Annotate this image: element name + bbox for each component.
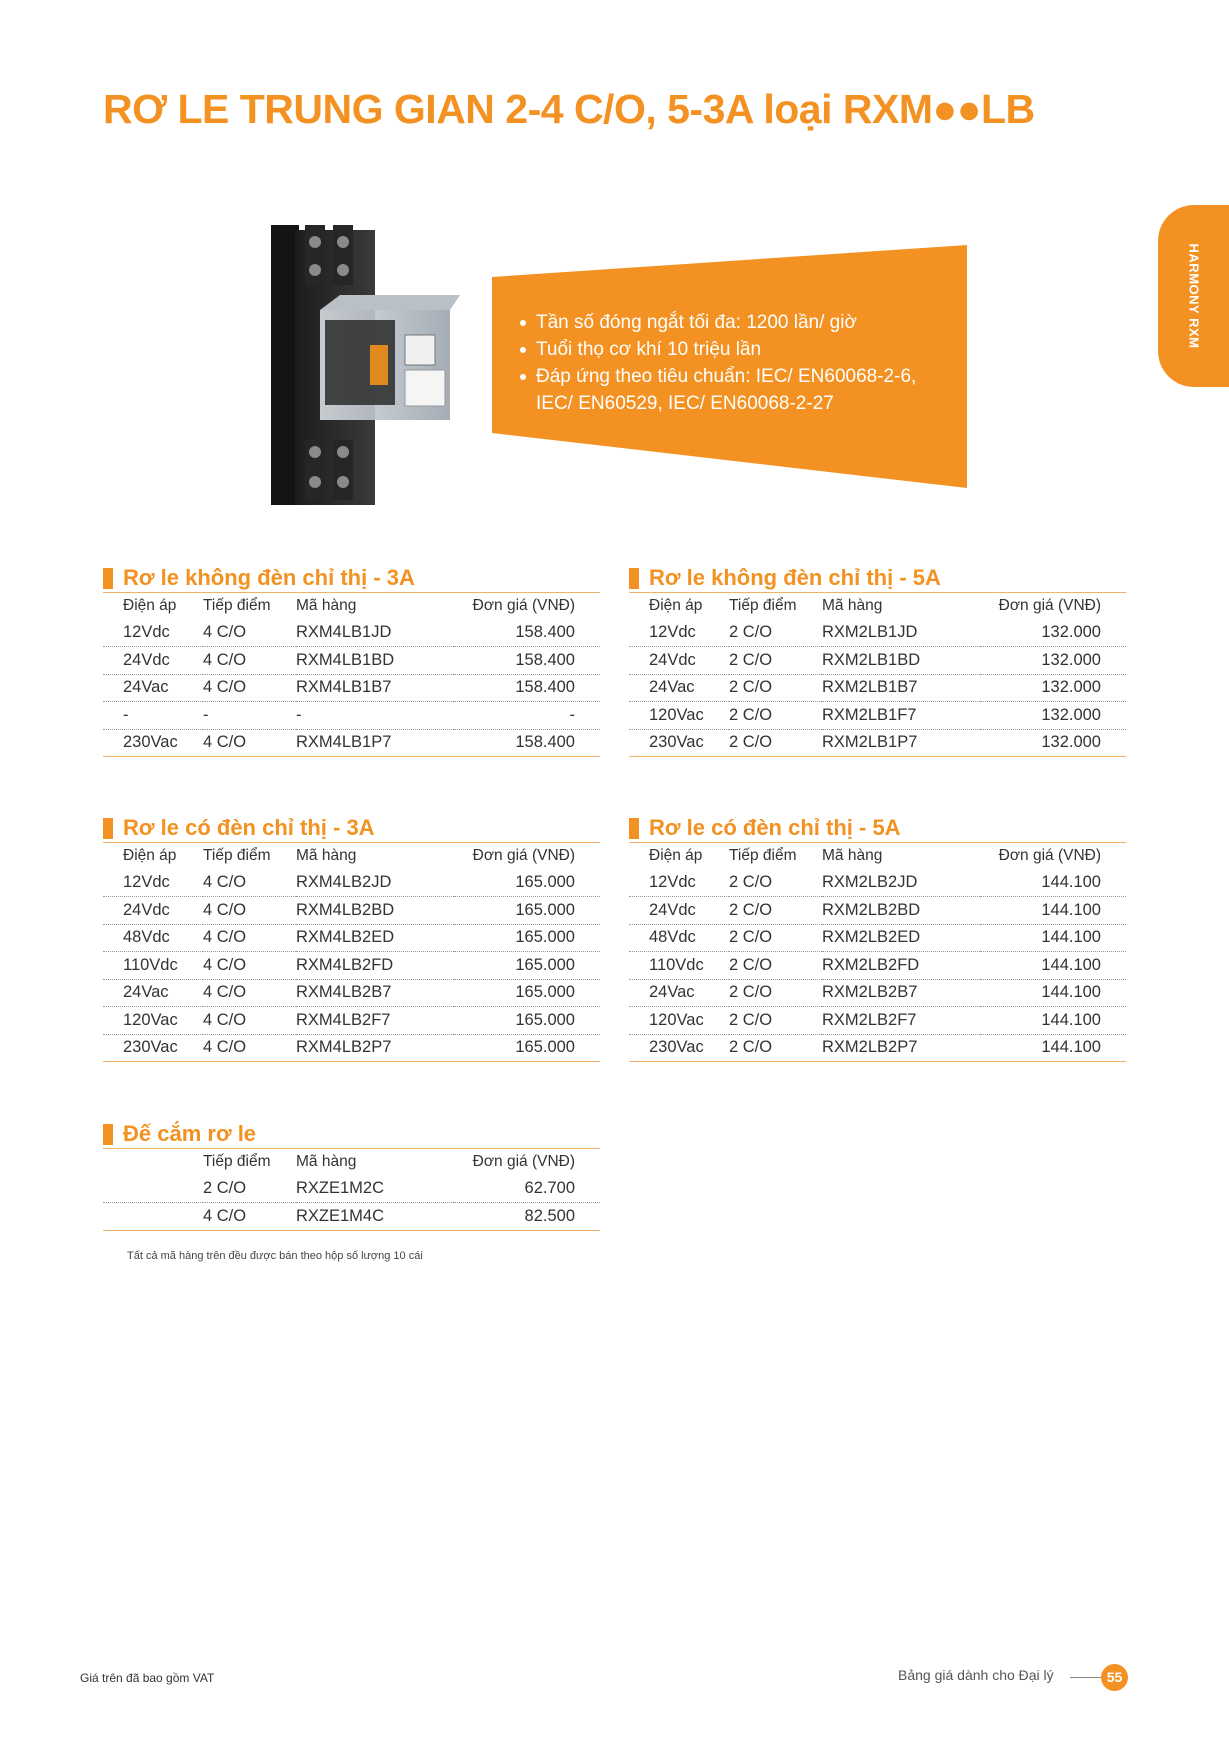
feature-item: Tuổi thọ cơ khí 10 triệu lần xyxy=(518,336,958,363)
features-list xyxy=(518,309,958,417)
cell-code: RXM4LB2JD xyxy=(296,869,454,897)
cell-code: RXM2LB1BD xyxy=(822,647,980,675)
cell-price: - xyxy=(454,702,600,730)
cell-price: 165.000 xyxy=(454,924,600,952)
col-price: Đơn giá (VNĐ) xyxy=(472,847,575,864)
section-light-5a xyxy=(629,815,1126,1062)
table-row xyxy=(103,924,600,952)
cell-contact: 4 C/O xyxy=(203,1203,296,1231)
table-row xyxy=(103,619,600,647)
cell-price: 82.500 xyxy=(454,1203,600,1231)
cell-voltage: 24Vdc xyxy=(103,647,203,675)
cell-price: 158.400 xyxy=(454,674,600,702)
table-row xyxy=(103,952,600,980)
cell-voltage: 120Vac xyxy=(103,1007,203,1035)
col-contact: Tiếp điểm xyxy=(729,847,797,864)
cell-voltage: 24Vdc xyxy=(629,647,729,675)
col-price: Đơn giá (VNĐ) xyxy=(472,597,575,614)
cell-contact: 4 C/O xyxy=(203,897,296,925)
table-row xyxy=(629,647,1126,675)
table-row xyxy=(103,729,600,757)
table-row xyxy=(629,702,1126,730)
cell-voltage: 24Vac xyxy=(103,979,203,1007)
side-tab xyxy=(1158,205,1229,387)
cell-code: RXM4LB2F7 xyxy=(296,1007,454,1035)
cell-price: 62.700 xyxy=(454,1175,600,1203)
side-tab-label: HARMONY RXM xyxy=(1186,243,1201,349)
cell-voltage: 24Vdc xyxy=(103,897,203,925)
price-table xyxy=(103,1149,600,1231)
table-row xyxy=(629,869,1126,897)
cell-voltage: 24Vac xyxy=(629,674,729,702)
price-table xyxy=(629,593,1126,757)
cell-code: RXM2LB2FD xyxy=(822,952,980,980)
table-row xyxy=(103,869,600,897)
col-voltage: Điện áp xyxy=(123,847,177,864)
cell-price: 165.000 xyxy=(454,952,600,980)
cell-voltage: - xyxy=(103,702,203,730)
feature-item: Tần số đóng ngắt tối đa: 1200 lần/ giờ xyxy=(518,309,958,336)
cell-price: 132.000 xyxy=(980,647,1126,675)
col-contact: Tiếp điểm xyxy=(729,597,797,614)
cell-code: RXM4LB1JD xyxy=(296,619,454,647)
price-table xyxy=(629,843,1126,1062)
col-contact: Tiếp điểm xyxy=(203,597,271,614)
col-code: Mã hàng xyxy=(296,847,357,864)
cell-price: 144.100 xyxy=(980,979,1126,1007)
cell-code: - xyxy=(296,702,454,730)
cell-contact: 2 C/O xyxy=(203,1175,296,1203)
cell-price: 144.100 xyxy=(980,897,1126,925)
table-row xyxy=(103,979,600,1007)
col-voltage: Điện áp xyxy=(123,597,177,614)
cell-contact: 2 C/O xyxy=(729,979,822,1007)
table-row xyxy=(629,619,1126,647)
cell-contact: 2 C/O xyxy=(729,952,822,980)
page-title: RƠ LE TRUNG GIAN 2-4 C/O, 5-3A loại RXM●●LB xyxy=(103,86,1035,132)
cell-contact: 2 C/O xyxy=(729,1034,822,1062)
cell-contact: 4 C/O xyxy=(203,729,296,757)
table-row xyxy=(629,729,1126,757)
cell-code: RXM2LB1JD xyxy=(822,619,980,647)
cell-voltage: 12Vdc xyxy=(103,619,203,647)
cell-voltage: 120Vac xyxy=(629,702,729,730)
cell-voltage: 12Vdc xyxy=(103,869,203,897)
col-contact: Tiếp điểm xyxy=(203,1153,271,1170)
cell-price: 144.100 xyxy=(980,1007,1126,1035)
footer-divider xyxy=(1070,1677,1104,1678)
footer-vat: Giá trên đã bao gồm VAT xyxy=(80,1671,215,1685)
cell-code: RXM4LB1P7 xyxy=(296,729,454,757)
cell-price: 165.000 xyxy=(454,897,600,925)
note-text: Tất cả mã hàng trên đều được bán theo hộp số lượng 10 cái xyxy=(127,1250,423,1262)
table-row xyxy=(103,647,600,675)
cell-contact: - xyxy=(203,702,296,730)
cell-code: RXM4LB2B7 xyxy=(296,979,454,1007)
cell-contact: 4 C/O xyxy=(203,619,296,647)
page-number: 55 xyxy=(1101,1664,1128,1691)
cell-price: 144.100 xyxy=(980,924,1126,952)
cell-voltage: 110Vdc xyxy=(629,952,729,980)
cell-price: 132.000 xyxy=(980,702,1126,730)
cell-price: 158.400 xyxy=(454,647,600,675)
col-code: Mã hàng xyxy=(296,597,357,614)
section-title: Rơ le có đèn chỉ thị - 3A xyxy=(103,815,600,841)
cell-code: RXM2LB2ED xyxy=(822,924,980,952)
cell-code: RXM2LB2B7 xyxy=(822,979,980,1007)
cell-price: 165.000 xyxy=(454,1034,600,1062)
cell-code: RXM4LB2P7 xyxy=(296,1034,454,1062)
cell-contact: 4 C/O xyxy=(203,674,296,702)
cell-voltage: 12Vdc xyxy=(629,869,729,897)
cell-voltage: 48Vdc xyxy=(103,924,203,952)
col-code: Mã hàng xyxy=(822,597,883,614)
cell-contact: 2 C/O xyxy=(729,674,822,702)
col-price: Đơn giá (VNĐ) xyxy=(998,847,1101,864)
cell-voltage: 12Vdc xyxy=(629,619,729,647)
table-row xyxy=(629,979,1126,1007)
cell-contact: 4 C/O xyxy=(203,979,296,1007)
col-price: Đơn giá (VNĐ) xyxy=(998,597,1101,614)
cell-code: RXM2LB1P7 xyxy=(822,729,980,757)
cell-price: 132.000 xyxy=(980,729,1126,757)
relay-product-image xyxy=(265,220,465,510)
table-row xyxy=(629,952,1126,980)
table-row xyxy=(103,1203,600,1231)
cell-contact: 2 C/O xyxy=(729,729,822,757)
table-row xyxy=(103,897,600,925)
cell-voltage: 230Vac xyxy=(629,1034,729,1062)
col-contact: Tiếp điểm xyxy=(203,847,271,864)
table-row xyxy=(629,897,1126,925)
table-row xyxy=(629,1007,1126,1035)
section-no-light-5a xyxy=(629,565,1126,757)
section-title: Rơ le không đèn chỉ thị - 5A xyxy=(629,565,1126,591)
col-price: Đơn giá (VNĐ) xyxy=(472,1153,575,1170)
cell-code: RXM2LB2F7 xyxy=(822,1007,980,1035)
cell-price: 158.400 xyxy=(454,619,600,647)
cell-contact: 4 C/O xyxy=(203,952,296,980)
cell-price: 144.100 xyxy=(980,869,1126,897)
cell-voltage: 120Vac xyxy=(629,1007,729,1035)
table-row xyxy=(629,1034,1126,1062)
cell-voltage xyxy=(103,1203,203,1231)
cell-code: RXM2LB2BD xyxy=(822,897,980,925)
section-socket xyxy=(103,1121,600,1231)
cell-voltage xyxy=(103,1175,203,1203)
cell-price: 165.000 xyxy=(454,1007,600,1035)
col-voltage: Điện áp xyxy=(649,847,703,864)
cell-contact: 4 C/O xyxy=(203,647,296,675)
cell-code: RXZE1M2C xyxy=(296,1175,454,1203)
cell-contact: 4 C/O xyxy=(203,869,296,897)
cell-contact: 2 C/O xyxy=(729,1007,822,1035)
table-row xyxy=(103,1007,600,1035)
cell-code: RXM2LB2JD xyxy=(822,869,980,897)
cell-voltage: 110Vdc xyxy=(103,952,203,980)
cell-code: RXM2LB2P7 xyxy=(822,1034,980,1062)
cell-code: RXM2LB1F7 xyxy=(822,702,980,730)
cell-price: 165.000 xyxy=(454,979,600,1007)
cell-contact: 2 C/O xyxy=(729,619,822,647)
cell-price: 144.100 xyxy=(980,1034,1126,1062)
table-row xyxy=(629,924,1126,952)
cell-contact: 2 C/O xyxy=(729,702,822,730)
price-table xyxy=(103,593,600,757)
cell-code: RXM4LB1B7 xyxy=(296,674,454,702)
table-row xyxy=(103,1175,600,1203)
cell-voltage: 48Vdc xyxy=(629,924,729,952)
cell-voltage: 24Vac xyxy=(103,674,203,702)
cell-code: RXM4LB2BD xyxy=(296,897,454,925)
cell-contact: 4 C/O xyxy=(203,1007,296,1035)
cell-price: 165.000 xyxy=(454,869,600,897)
table-row xyxy=(103,674,600,702)
cell-price: 132.000 xyxy=(980,619,1126,647)
feature-item: Đáp ứng theo tiêu chuẩn: IEC/ EN60068-2-6, IEC/ EN60529, IEC/ EN60068-2-27 xyxy=(518,363,958,417)
cell-contact: 4 C/O xyxy=(203,1034,296,1062)
cell-contact: 2 C/O xyxy=(729,869,822,897)
cell-price: 132.000 xyxy=(980,674,1126,702)
cell-code: RXM4LB2FD xyxy=(296,952,454,980)
cell-price: 158.400 xyxy=(454,729,600,757)
cell-voltage: 24Vac xyxy=(629,979,729,1007)
cell-code: RXM2LB1B7 xyxy=(822,674,980,702)
cell-contact: 4 C/O xyxy=(203,924,296,952)
cell-code: RXM4LB1BD xyxy=(296,647,454,675)
cell-voltage: 230Vac xyxy=(629,729,729,757)
col-code: Mã hàng xyxy=(822,847,883,864)
cell-code: RXM4LB2ED xyxy=(296,924,454,952)
section-title: Rơ le có đèn chỉ thị - 5A xyxy=(629,815,1126,841)
footer-label: Bảng giá dành cho Đại lý xyxy=(898,1667,1054,1683)
cell-contact: 2 C/O xyxy=(729,647,822,675)
cell-voltage: 24Vdc xyxy=(629,897,729,925)
col-code: Mã hàng xyxy=(296,1153,357,1170)
section-title: Đế cắm rơ le xyxy=(103,1121,600,1147)
table-row xyxy=(103,1034,600,1062)
cell-contact: 2 C/O xyxy=(729,897,822,925)
table-row xyxy=(103,702,600,730)
section-no-light-3a xyxy=(103,565,600,757)
cell-voltage: 230Vac xyxy=(103,729,203,757)
section-title: Rơ le không đèn chỉ thị - 3A xyxy=(103,565,600,591)
cell-price: 144.100 xyxy=(980,952,1126,980)
col-voltage: Điện áp xyxy=(649,597,703,614)
cell-voltage: 230Vac xyxy=(103,1034,203,1062)
section-light-3a xyxy=(103,815,600,1062)
price-table xyxy=(103,843,600,1062)
cell-code: RXZE1M4C xyxy=(296,1203,454,1231)
table-row xyxy=(629,674,1126,702)
cell-contact: 2 C/O xyxy=(729,924,822,952)
